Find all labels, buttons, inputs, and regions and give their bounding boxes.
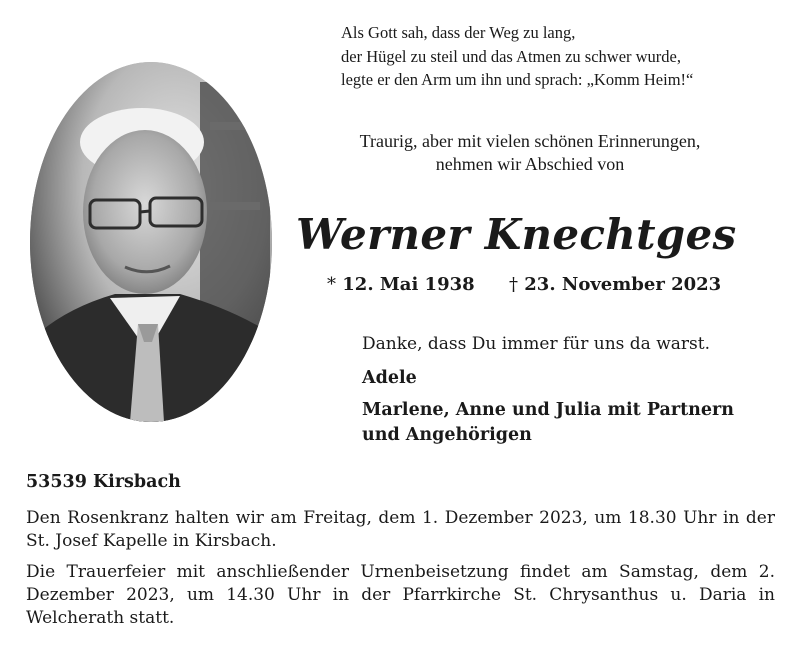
death-date-value: 23. November 2023 [524, 274, 722, 295]
poem [341, 21, 781, 92]
address: 53539 Kirsbach [26, 472, 181, 492]
death-mark: † [509, 274, 518, 295]
mourner-line: und Angehörigen [362, 425, 532, 445]
mourner-line: Adele [362, 368, 417, 388]
portrait-photo [30, 62, 272, 422]
birth-date-value: 12. Mai 1938 [342, 274, 475, 295]
birth-date [327, 272, 475, 298]
deceased-name: Werner Knechtges [296, 210, 737, 259]
poem-line: legte er den Arm um ihn und sprach: „Komm Heim!“ [341, 70, 694, 89]
trauerfeier-notice: Die Trauerfeier mit anschließender Urnenbeisetzung findet am Samstag, dem 2. Dezember 2023, um 14.30 Uhr in der Pfarrkirche St. Chrysanthus u. Daria in Welcherath statt. [26, 562, 775, 628]
birth-mark: * [327, 274, 336, 295]
poem-line: Als Gott sah, dass der Weg zu lang, [341, 23, 576, 42]
rosenkranz-notice: Den Rosenkranz halten wir am Freitag, dem 1. Dezember 2023, um 18.30 Uhr in der St. Josef Kapelle in Kirsbach. [26, 508, 775, 551]
intro-line: Traurig, aber mit vielen schönen Erinnerungen, [359, 131, 701, 151]
death-date [509, 272, 721, 298]
portrait-illustration [30, 62, 272, 422]
intro-line: nehmen wir Abschied von [435, 154, 625, 174]
poem-line: der Hügel zu steil und das Atmen zu schwer wurde, [341, 46, 681, 66]
intro-text [290, 130, 770, 176]
mourner-line: Marlene, Anne und Julia mit Partnern [362, 400, 734, 420]
mourners [362, 366, 734, 448]
thanks-text: Danke, dass Du immer für uns da warst. [362, 334, 710, 354]
